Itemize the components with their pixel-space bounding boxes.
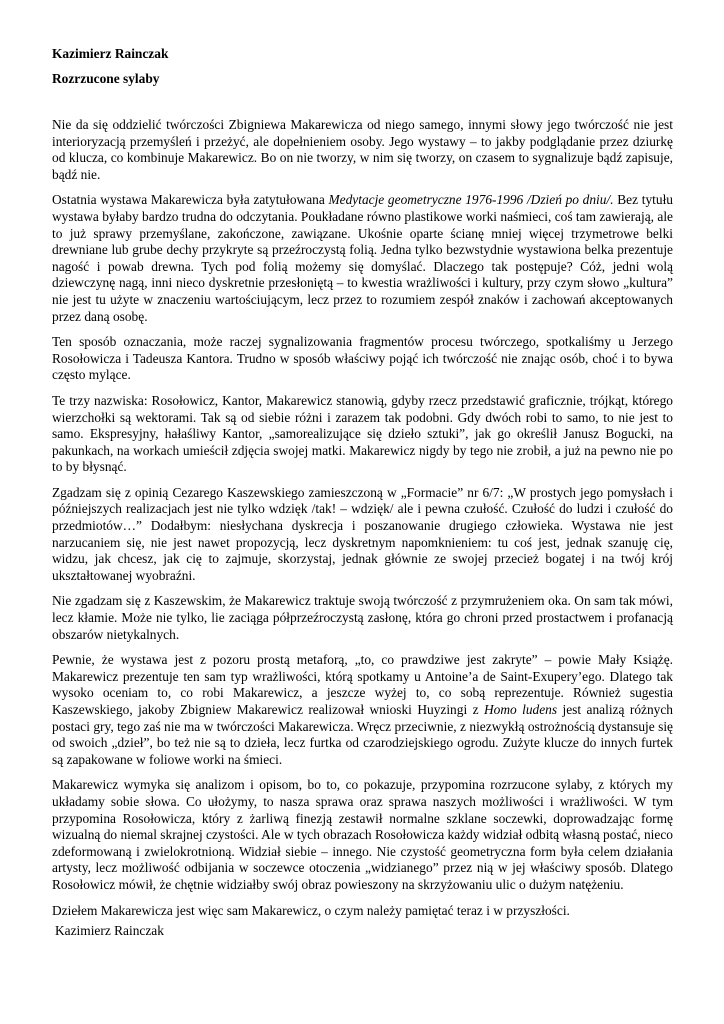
paragraph: Zgadzam się z opinią Cezarego Kaszewskiego zamieszczoną w „Formacie” nr 6/7: „W prostych jego pomysłach i późniejszych realizacjach jest nie tylko wdzięk /tak! – wdzięk/ ale i pewna czułość. Czułość do ludzi i czułość do przedmiotów…” Dodałbym: niesłychana dyskrecja i poszanowanie drugiego człowieka. Wystawa nie jest narzucaniem się, nie jest nawet propozycją, lecz dyskretnym napomknieniem: tu coś jest, jednak szanuję cię, widzu, jak chcesz, jak cię to zajmuje, skorzystaj, jednak głównie ze swojej przecież bogatej i na twój krój ukształtowanej wyobraźni. (52, 484, 673, 583)
exhibition-title-italic: Medytacje geometryczne 1976-1996 /Dzień po dniu/. (328, 192, 614, 208)
paragraph: Nie da się oddzielić twórczości Zbigniewa Makarewicza od niego samego, innymi słowy jego twórczość nie jest interioryzacją przemyśleń i przeżyć, ale dopełnieniem osoby. Jego wystawy – to jakby podglądanie przez dziurkę od klucza, co kombinuje Makarewicz. Bo on nie tworzy, w nim się tworzy, on czasem to sygnalizuje bądź zapisuje, bądź nie. (52, 117, 673, 182)
paragraph: Nie zgadzam się z Kaszewskim, że Makarewicz traktuje swoją twórczość z przymrużeniem oka. On sam tak mówi, lecz kłamie. Może nie tylko, lie zaciąga półprzeźroczystą zasłonę, która go chroni przed prostactwem i profanacją obszarów nietykalnych. (52, 593, 673, 642)
book-title-italic: Homo ludens (483, 702, 558, 717)
signature: Kazimierz Rainczak (55, 923, 164, 939)
paragraph-text: jest analizą różnych postaci gry, tego zaś nie ma w twórczości Makarewicza. Wręcz przeciwnie, z niezwykłą ostrożnością dystansuje się od swoich „dzieł”, bo też nie są to dzieła, lecz furtka od czarodziejskiego ogrodu. Zużyte klucze do innych furtek są zapakowane w foliowe worki na śmieci. (52, 702, 673, 767)
paragraph: Dziełem Makarewicza jest więc sam Makarewicz, o czym należy pamiętać teraz i w przyszłości. (52, 902, 570, 918)
paragraph-text: Ostatnia wystawa Makarewicza była zatytułowana (52, 192, 329, 208)
article-title: Rozrzucone sylaby (52, 71, 160, 86)
paragraph-text: Pewnie, że wystawa jest z pozoru prostą metaforą, „to, co prawdziwe jest zakryte” – powie Mały Książę. Makarewicz prezentuje ten sam typ wrażliwości, którą spotkamy u Antoine’a de Saint-Exupery’ego. Dlatego tak wysoko oceniam to, co robi Makarewicz, a jeszcze wyżej to, co sobą reprezentuje. Również sugestia Kaszewskiego, jakoby Zbigniew Makarewicz realizował wnioski Huyzingi z (52, 652, 673, 717)
paragraph: Makarewicz wymyka się analizom i opisom, bo to, co pokazuje, przypomina rozrzucone sylaby, z których my układamy sobie słowa. Co ułożymy, to nasza sprawa oraz sprawa naszych możliwości i wrażliwości. W tym przypomina Rosołowicza, który z żarliwą finezją zestawił normalne szklane soczewki, doprowadzając formę wizualną do niemal skrajnej czystości. Ale w tych obrazach Rosołowicza każdy widział odbitą własną postać, nieco zdeformowaną i zwielokrotnioną. Widział siebie – innego. Nie czystość geometryczna form była celem działania artysty, lecz możliwość odbijania w soczewce otoczenia „widzianego” przez nią w jej właściwy sposób. Dlatego Rosołowicz mówił, że chętnie widziałby swój obraz powieszony na skrzyżowaniu ulic o dużym natężeniu. (52, 777, 673, 892)
author-heading: Kazimierz Rainczak (52, 46, 169, 61)
paragraph-text: Bez tytułu wystawa byłaby bardzo trudna do odczytania. Poukładane równo plastikowe worki naśmieci, coś tam zawierają, ale to już sprawy przemyślane, zakończone, zawiązane. Ukośnie oparte ścianę mniej więcej trzymetrowe belki drewniane lub grube dechy przykryte są przeźroczystą folią. Jedna tylko bezwstydnie wystawiona belka prezentuje nagość i powab drewna. Tych pod folią możemy się domyślać. Dlaczego tak postępuje? Cóż, jedni wolą dziewczynę nagą, inni nieco dyskretnie przesłoniętą – to kwestia wrażliwości i kultury, przy czym słowo „kultura” nie jest tu użyte w znaczeniu wartościującym, lecz przez to rozumiem zespół znaków i zachowań akceptowanych przez daną osobę. (52, 192, 673, 324)
paragraph: Ten sposób oznaczania, może raczej sygnalizowania fragmentów procesu twórczego, spotkaliśmy u Jerzego Rosołowicza i Tadeusza Kantora. Trudno w sposób właściwy pojąć ich twórczość nie znając osób, choć i to bywa często mylące. (52, 334, 673, 383)
paragraph (52, 192, 673, 325)
paragraph (52, 652, 673, 768)
paragraph: Te trzy nazwiska: Rosołowicz, Kantor, Makarewicz stanowią, gdyby rzecz przedstawić graficznie, trójkąt, którego wierzchołki są wektorami. Tak są od siebie różni i zarazem tak podobni. Gdy dwóch robi to samo, to nie jest to samo. Ekspresyjny, hałaśliwy Kantor, „samorealizujące się dzieło sztuki”, jak go określił Janusz Bogucki, na pakunkach, na workach umieścił zdjęcia swojej matki. Makarewicz nigdy by tego nie zrobił, a już na pewno nie po to by błysnąć. (52, 392, 673, 475)
article-body (52, 117, 673, 919)
